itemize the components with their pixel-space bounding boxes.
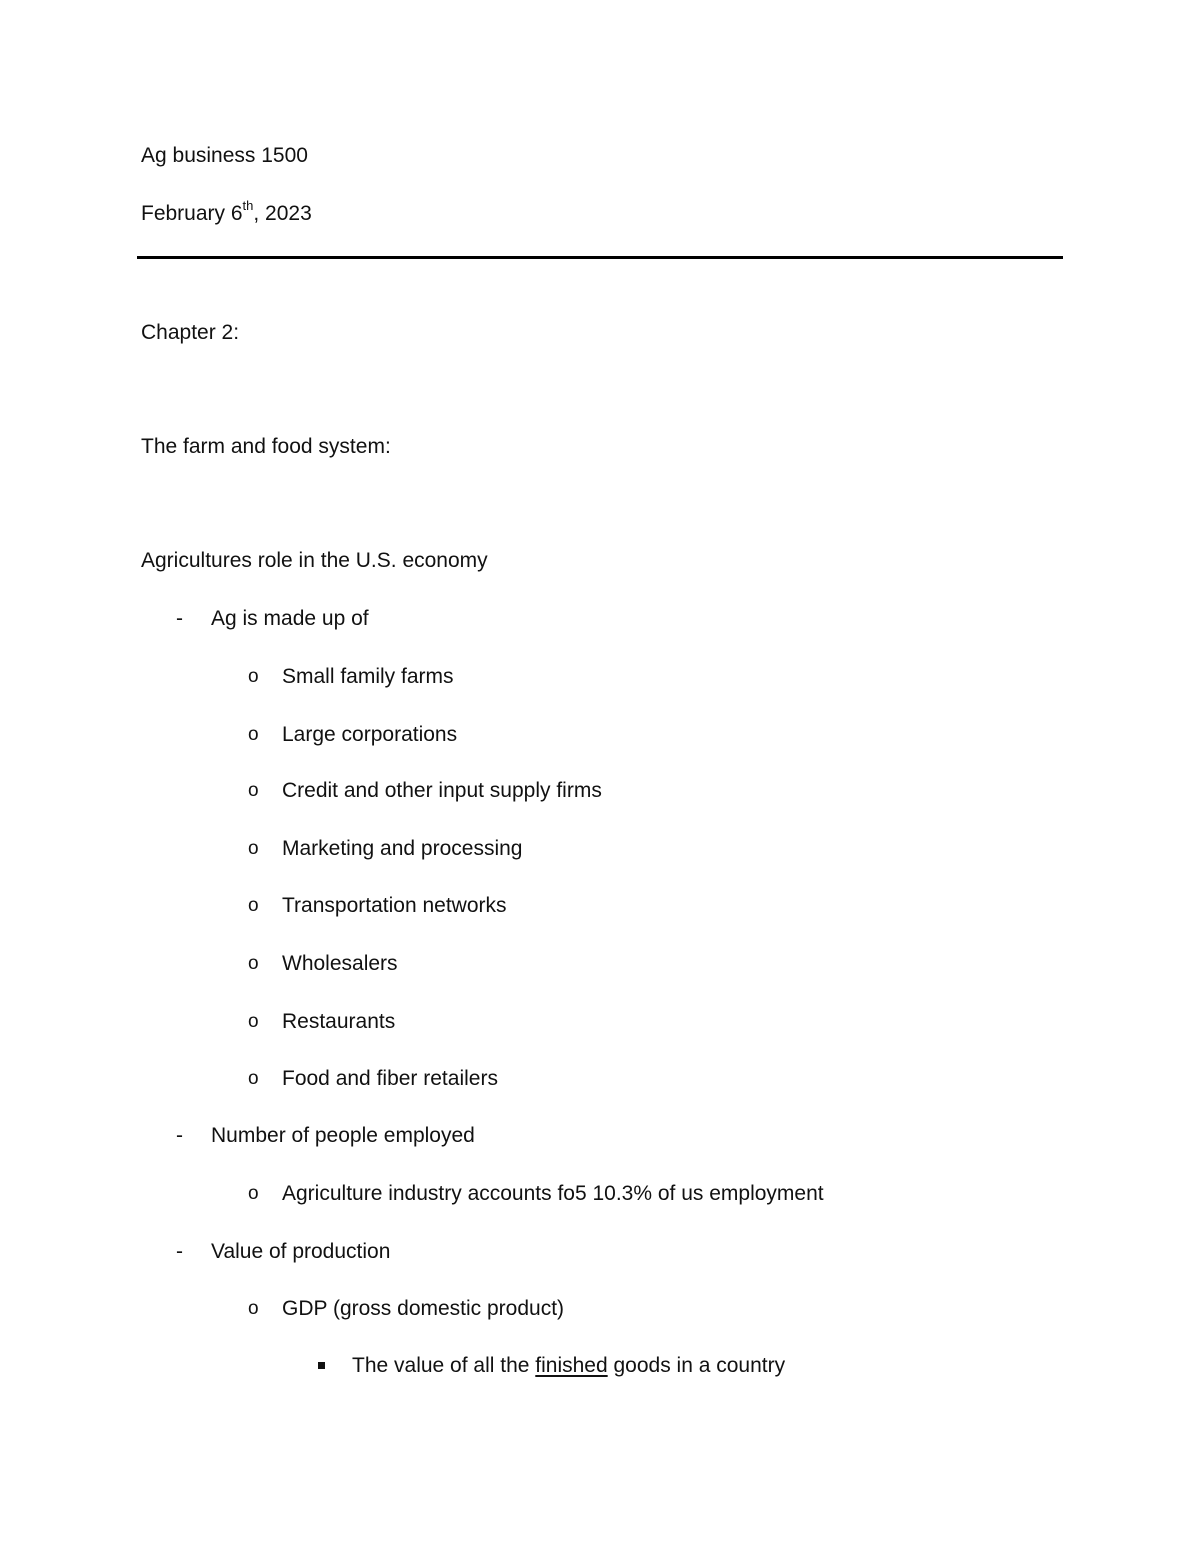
horizontal-rule — [137, 256, 1063, 259]
list-item: Transportation networks — [282, 894, 507, 917]
underlined-word: finished — [535, 1354, 608, 1377]
square-bullet — [318, 1362, 325, 1369]
circle-bullet: o — [248, 895, 259, 916]
outline-made-up-of: Ag is made up of — [211, 607, 369, 630]
dash-bullet: - — [176, 1240, 183, 1263]
date-prefix: February 6 — [141, 202, 243, 225]
list-item: Large corporations — [282, 723, 458, 746]
circle-bullet: o — [248, 838, 259, 859]
sub-list-item — [352, 1352, 785, 1380]
date-line — [141, 200, 312, 228]
course-title: Ag business 1500 — [141, 144, 308, 167]
dash-bullet: - — [176, 1124, 183, 1147]
outline-production: Value of production — [211, 1240, 391, 1263]
chapter-heading: Chapter 2: — [141, 321, 240, 344]
sub-item-before: The value of all the — [352, 1354, 536, 1377]
list-item: Agriculture industry accounts fo5 10.3% of us employment — [282, 1182, 824, 1205]
sub-item-after: goods in a country — [607, 1354, 786, 1377]
circle-bullet: o — [248, 780, 259, 801]
list-item: Restaurants — [282, 1010, 396, 1033]
date-suffix: , 2023 — [253, 202, 312, 225]
list-item: Credit and other input supply firms — [282, 779, 602, 802]
circle-bullet: o — [248, 1068, 259, 1089]
date-ordinal: th — [242, 198, 254, 213]
list-item: Food and fiber retailers — [282, 1067, 498, 1090]
dash-bullet: - — [176, 607, 183, 630]
list-item: Small family farms — [282, 665, 454, 688]
topic-heading: Agricultures role in the U.S. economy — [141, 549, 488, 572]
circle-bullet: o — [248, 724, 259, 745]
circle-bullet: o — [248, 1298, 259, 1319]
circle-bullet: o — [248, 953, 259, 974]
circle-bullet: o — [248, 1011, 259, 1032]
list-item: GDP (gross domestic product) — [282, 1297, 565, 1320]
list-item: Marketing and processing — [282, 837, 523, 860]
circle-bullet: o — [248, 1183, 259, 1204]
list-item: Wholesalers — [282, 952, 398, 975]
outline-employed: Number of people employed — [211, 1124, 475, 1147]
section-heading: The farm and food system: — [141, 435, 391, 458]
circle-bullet: o — [248, 666, 259, 687]
